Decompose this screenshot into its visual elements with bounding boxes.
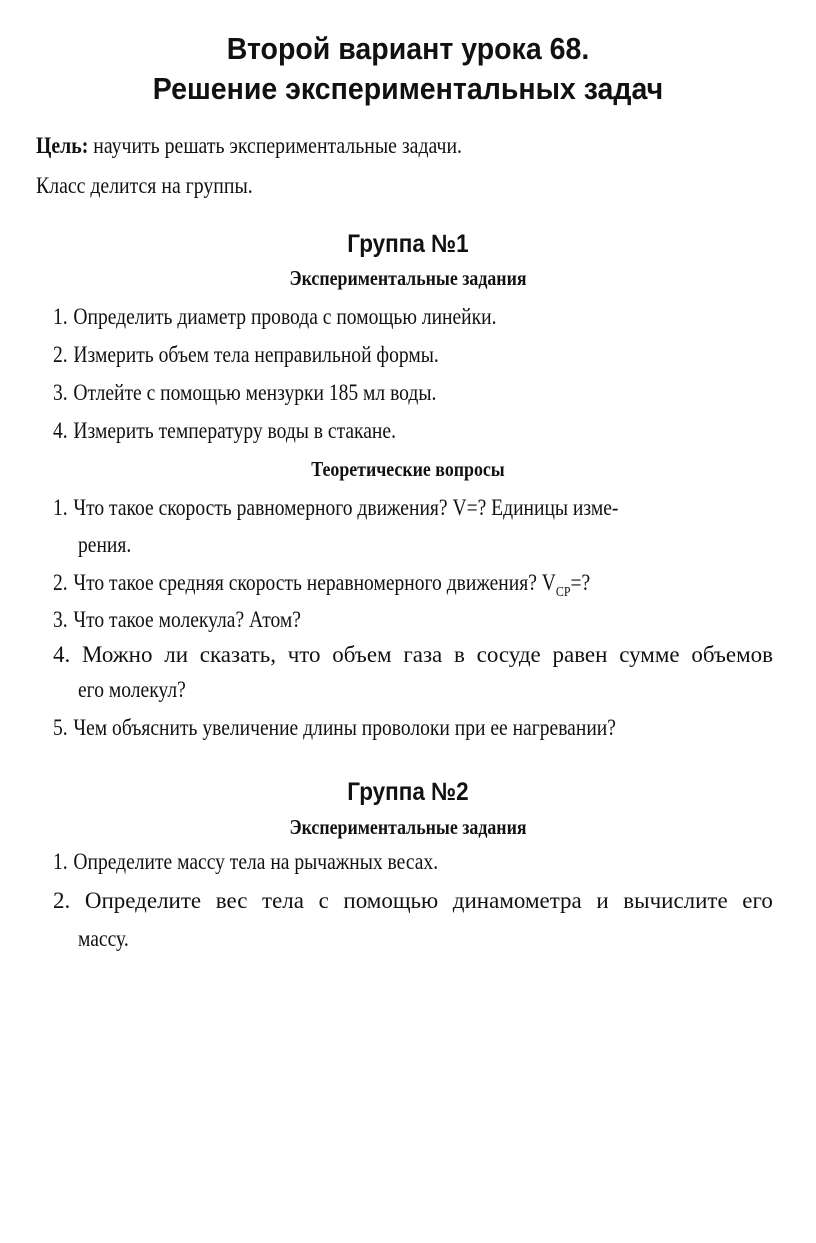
- group-1-question-1-continuation: рения.: [78, 532, 132, 557]
- list-item-text: Что такое молекула? Атом?: [73, 607, 301, 632]
- word: сказать,: [199, 642, 276, 667]
- list-number: 3.: [53, 380, 68, 405]
- word: ли: [164, 642, 189, 667]
- list-number: 2.: [53, 342, 68, 367]
- goal-text: научить решать экспериментальные задачи.: [88, 133, 462, 158]
- list-item-text: Определите массу тела на рычажных весах.: [73, 849, 439, 874]
- list-number: 5.: [53, 715, 68, 740]
- group-1-question-2: [53, 568, 590, 598]
- word: Определите: [84, 888, 202, 913]
- word: газа: [403, 642, 443, 667]
- group-1-task-4: [53, 416, 396, 446]
- group-1-task-1: [53, 302, 496, 332]
- list-number: 1.: [53, 849, 68, 874]
- page-title-line-2: Решение экспериментальных задач: [152, 71, 664, 106]
- word: объем: [332, 642, 392, 667]
- page-title-line-1: Второй вариант урока 68.: [226, 31, 590, 66]
- list-number: 4.: [53, 642, 71, 667]
- list-number: 3.: [53, 607, 68, 632]
- list-item-text: Отлейте с помощью мензурки 185 мл воды.: [73, 380, 437, 405]
- word: динамометра: [452, 888, 582, 913]
- list-number: 4.: [53, 418, 68, 443]
- list-number: 1.: [53, 304, 68, 329]
- list-item-text: Определить диаметр провода с помощью линейки.: [73, 304, 497, 329]
- class-note: Класс делится на группы.: [36, 173, 253, 198]
- word: его: [742, 888, 773, 913]
- group-1-task-2: [53, 340, 439, 370]
- word: сумме: [619, 642, 680, 667]
- subscript-cp: CP: [555, 585, 571, 600]
- list-item-text: Измерить объем тела неправильной формы.: [73, 342, 439, 367]
- list-item-text: Что такое средняя скорость неравномерного движения? V: [73, 570, 556, 595]
- word: с: [318, 888, 329, 913]
- group-2-task-1: [53, 847, 438, 877]
- list-number: 2.: [53, 570, 68, 595]
- list-number: 1.: [53, 495, 68, 520]
- group-2-task-2-continuation: массу.: [78, 926, 129, 951]
- word: в: [454, 642, 465, 667]
- group-1-question-4-continuation: его молекул?: [78, 677, 186, 702]
- word: объемов: [691, 642, 773, 667]
- word: вес: [215, 888, 248, 913]
- word: помощью: [343, 888, 439, 913]
- group-1-experimental-heading: Экспериментальные задания: [289, 266, 527, 290]
- group-1-question-4: [53, 640, 773, 670]
- word: и: [596, 888, 609, 913]
- group-1-question-5: [53, 713, 616, 743]
- word: сосуде: [476, 642, 541, 667]
- word: Можно: [81, 642, 153, 667]
- word: равен: [552, 642, 608, 667]
- group-1-task-3: [53, 378, 436, 408]
- list-item-text: Измерить температуру воды в стакане.: [73, 418, 396, 443]
- group-2-heading: Группа №2: [347, 778, 469, 806]
- goal-line: [36, 131, 462, 161]
- list-item-text-end: =?: [570, 570, 591, 595]
- goal-label: Цель:: [36, 133, 89, 158]
- word: что: [287, 642, 321, 667]
- word: вычислите: [623, 888, 728, 913]
- word: тела: [262, 888, 304, 913]
- list-item-text: Что такое скорость равномерного движения? V=? Единицы изме-: [73, 495, 619, 520]
- group-1-question-3: [53, 605, 301, 635]
- group-2-task-2: [53, 886, 773, 916]
- group-2-experimental-heading: Экспериментальные задания: [289, 815, 527, 839]
- group-1-theory-heading: Теоретические вопросы: [311, 457, 505, 481]
- list-number: 2.: [53, 888, 71, 913]
- group-1-heading: Группа №1: [347, 230, 469, 258]
- group-1-question-1: [53, 493, 618, 523]
- list-item-text: Чем объяснить увеличение длины проволоки при ее нагревании?: [73, 715, 616, 740]
